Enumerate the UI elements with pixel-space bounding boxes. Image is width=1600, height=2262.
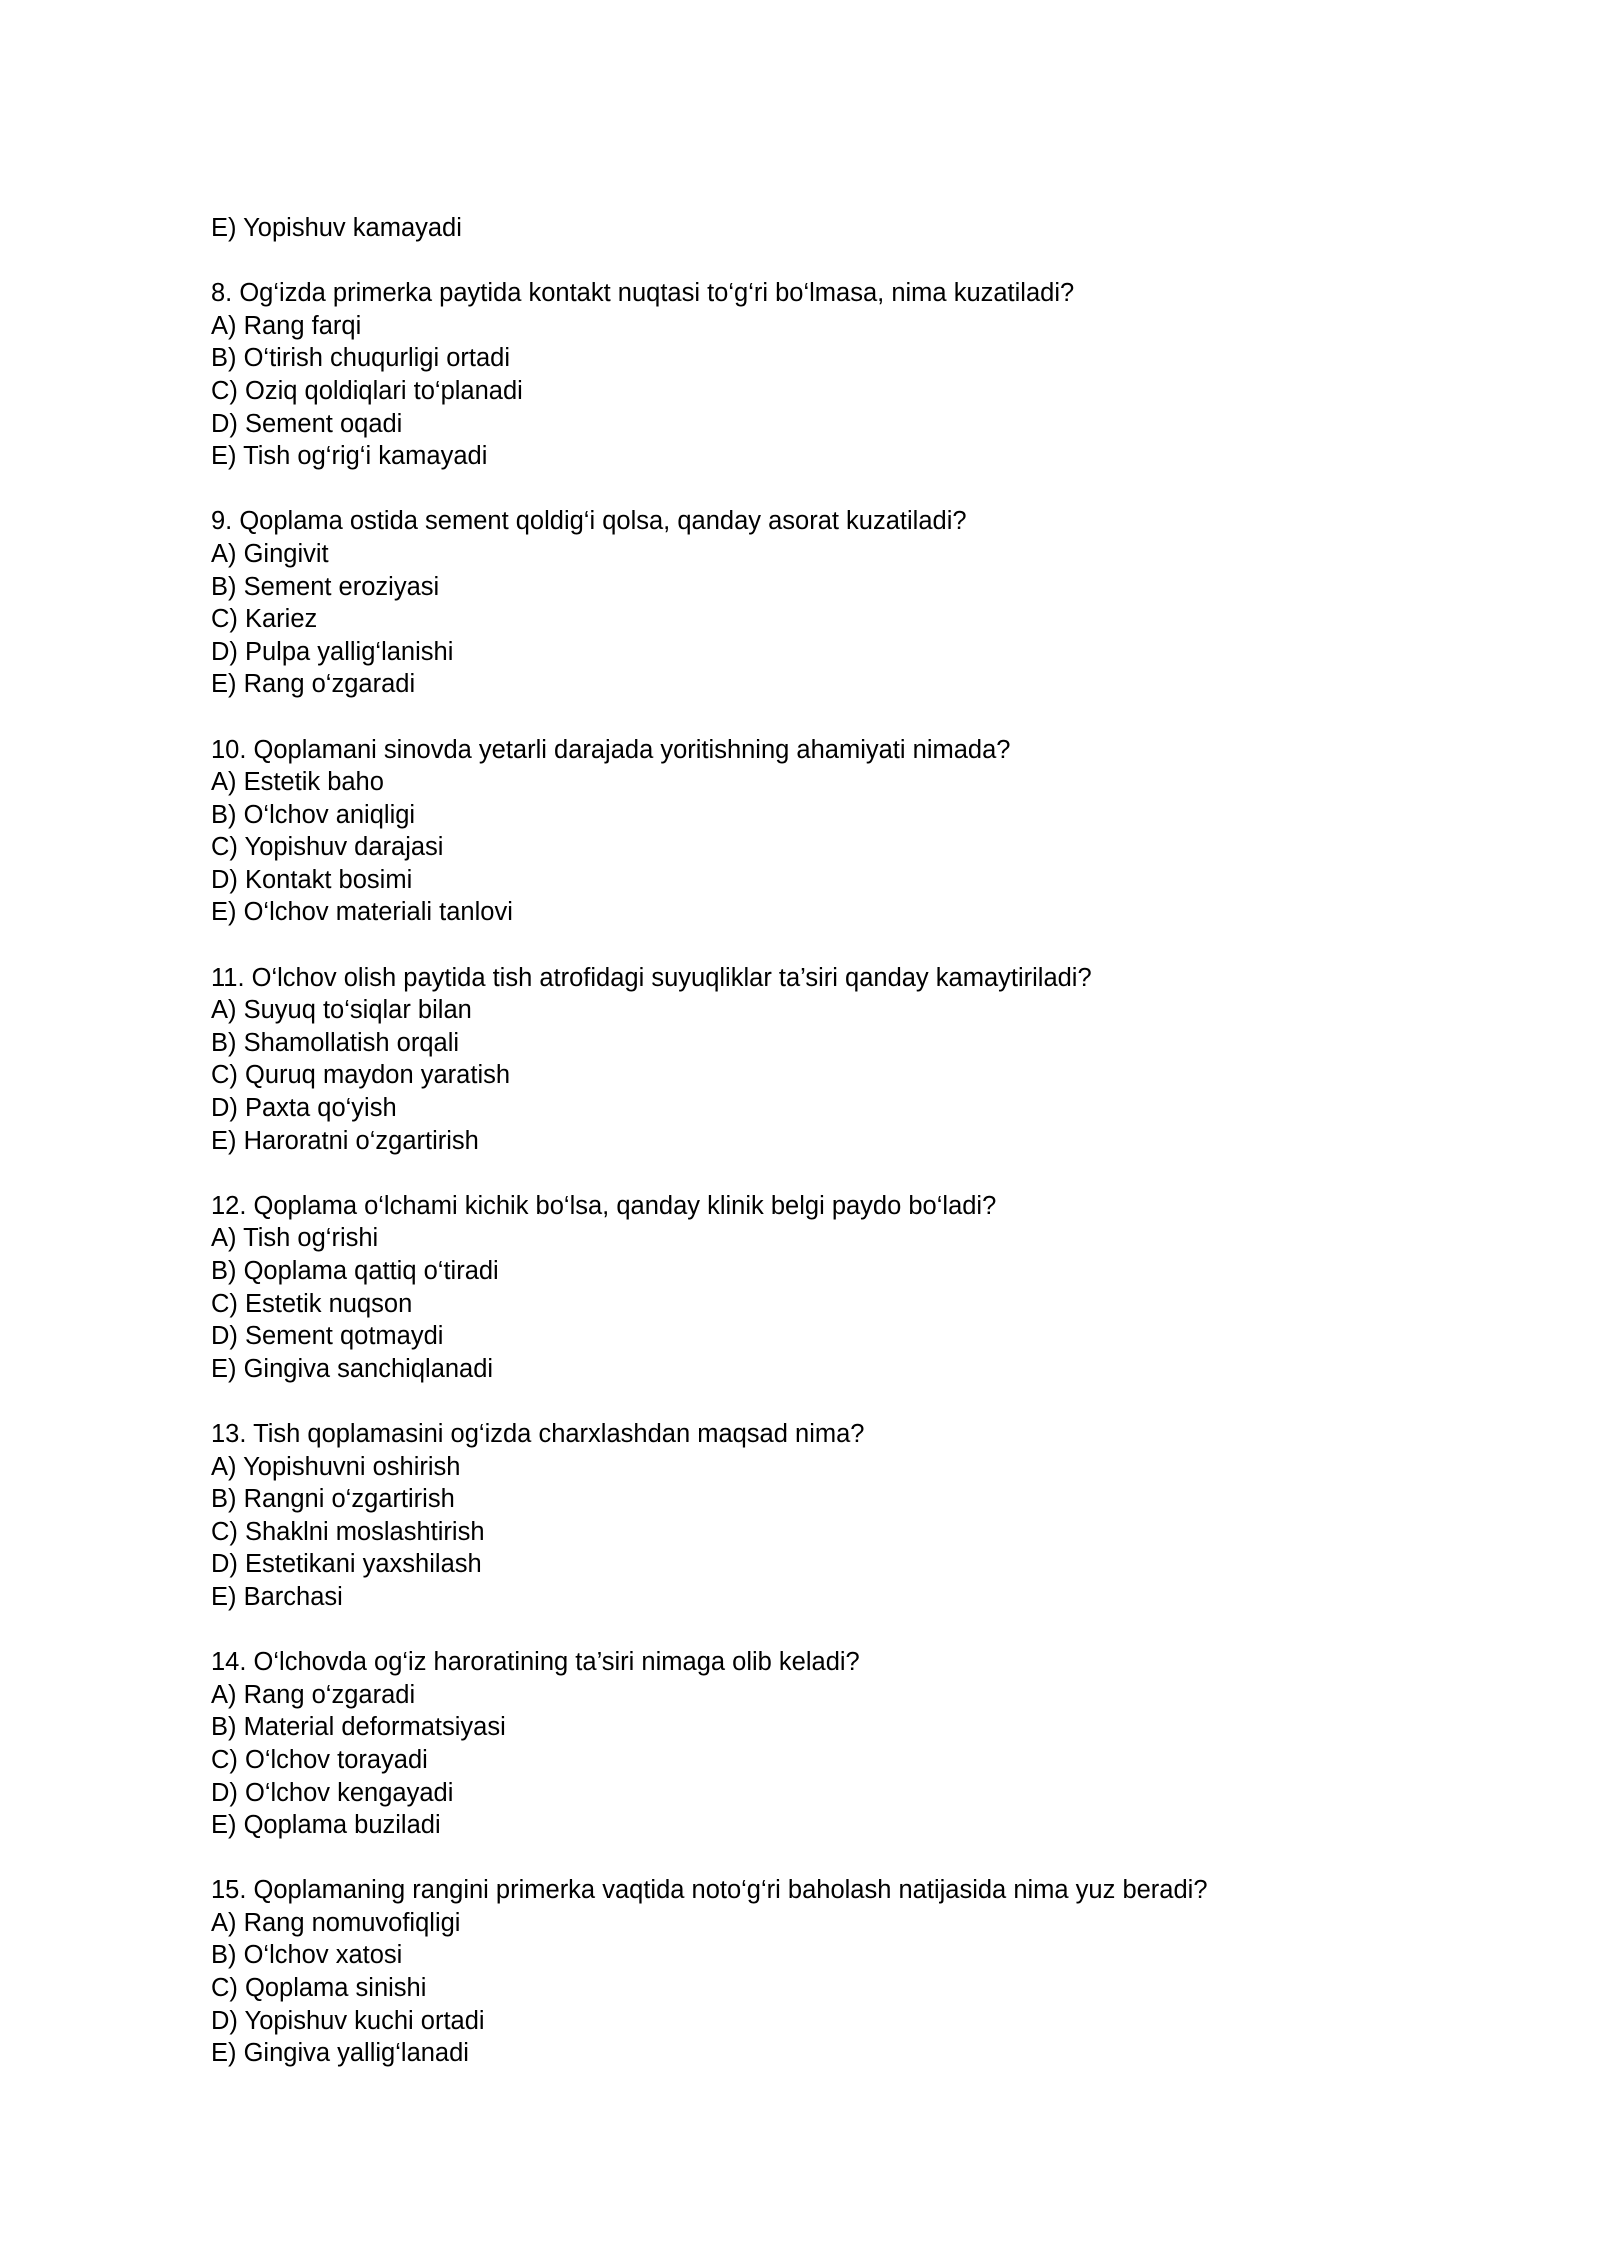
answer-option: D) Kontakt bosimi xyxy=(211,865,413,894)
question-block xyxy=(211,277,1391,473)
document-page xyxy=(211,212,1391,2070)
answer-option: E) Gingiva sanchiqlanadi xyxy=(211,1354,494,1383)
answer-option: B) O‘tirish chuqurligi ortadi xyxy=(211,344,511,373)
answer-option: C) Yopishuv darajasi xyxy=(211,833,444,862)
answer-option: D) Yopishuv kuchi ortadi xyxy=(211,2006,485,2035)
answer-option: A) Rang farqi xyxy=(211,311,362,340)
question-text: 12. Qoplama o‘lchami kichik bo‘lsa, qanday klinik belgi paydo bo‘ladi? xyxy=(211,1191,997,1220)
answer-option: B) Qoplama qattiq o‘tiradi xyxy=(211,1257,499,1285)
answer-option: B) Sement eroziyasi xyxy=(211,572,440,601)
answer-option: A) Estetik baho xyxy=(211,768,384,797)
question-block xyxy=(211,734,1391,930)
question-text: 14. O‘lchovda og‘iz haroratining ta’siri nimaga olib keladi? xyxy=(211,1648,860,1677)
answer-option: B) Material deformatsiyasi xyxy=(211,1713,506,1742)
question-text: 9. Qoplama ostida sement qoldig‘i qolsa, qanday asorat kuzatiladi? xyxy=(211,507,967,536)
answer-option: D) Paxta qo‘yish xyxy=(211,1094,397,1123)
answer-option: A) Gingivit xyxy=(211,539,329,568)
question-list xyxy=(211,277,1391,2070)
answer-option: C) Qoplama sinishi xyxy=(211,1974,427,2003)
leading-option: E) Yopishuv kamayadi xyxy=(211,214,462,242)
answer-option: A) Tish og‘rishi xyxy=(211,1224,379,1253)
question-text: 11. O‘lchov olish paytida tish atrofidagi suyuqliklar ta’siri qanday kamaytiriladi? xyxy=(211,963,1092,992)
answer-option: C) Shaklni moslashtirish xyxy=(211,1517,485,1546)
answer-option: C) Estetik nuqson xyxy=(211,1289,413,1318)
answer-option: A) Yopishuvni oshirish xyxy=(211,1452,461,1481)
answer-option: C) O‘lchov torayadi xyxy=(211,1745,428,1774)
answer-option: B) O‘lchov xatosi xyxy=(211,1941,403,1970)
answer-option: D) Estetikani yaxshilash xyxy=(211,1550,482,1579)
question-block xyxy=(211,962,1391,1158)
question-text: 8. Og‘izda primerka paytida kontakt nuqtasi to‘g‘ri bo‘lmasa, nima kuzatiladi? xyxy=(211,279,1075,308)
answer-option: A) Rang o‘zgaradi xyxy=(211,1680,416,1709)
answer-option: D) Sement oqadi xyxy=(211,409,403,438)
answer-option: E) Tish og‘rig‘i kamayadi xyxy=(211,442,488,471)
answer-option: B) O‘lchov aniqligi xyxy=(211,800,416,829)
question-block xyxy=(211,1646,1391,1842)
answer-option: E) Haroratni o‘zgartirish xyxy=(211,1126,479,1155)
answer-option: A) Rang nomuvofiqligi xyxy=(211,1908,461,1937)
question-block xyxy=(211,1190,1391,1386)
answer-option: E) Rang o‘zgaradi xyxy=(211,670,416,699)
question-text: 10. Qoplamani sinovda yetarli darajada yoritishning ahamiyati nimada? xyxy=(211,735,1011,764)
question-block xyxy=(211,1874,1391,2070)
question-text: 13. Tish qoplamasini og‘izda charxlashdan maqsad nima? xyxy=(211,1419,865,1448)
answer-option: E) O‘lchov materiali tanlovi xyxy=(211,898,513,927)
answer-option: E) Gingiva yallig‘lanadi xyxy=(211,2039,469,2068)
answer-option: C) Oziq qoldiqlari to‘planadi xyxy=(211,376,523,405)
answer-option: D) Sement qotmaydi xyxy=(211,1322,444,1351)
answer-option: E) Qoplama buziladi xyxy=(211,1811,441,1840)
question-block xyxy=(211,1418,1391,1614)
answer-option: A) Suyuq to‘siqlar bilan xyxy=(211,996,472,1025)
answer-option: E) Barchasi xyxy=(211,1582,343,1611)
answer-option: D) O‘lchov kengayadi xyxy=(211,1778,454,1807)
answer-option: C) Quruq maydon yaratish xyxy=(211,1061,511,1090)
question-text: 15. Qoplamaning rangini primerka vaqtida noto‘g‘ri baholash natijasida nima yuz beradi? xyxy=(211,1876,1208,1905)
question-block xyxy=(211,505,1391,701)
answer-option: B) Rangni o‘zgartirish xyxy=(211,1485,455,1514)
answer-option: D) Pulpa yallig‘lanishi xyxy=(211,637,454,666)
answer-option: B) Shamollatish orqali xyxy=(211,1028,460,1057)
answer-option: C) Kariez xyxy=(211,605,318,634)
